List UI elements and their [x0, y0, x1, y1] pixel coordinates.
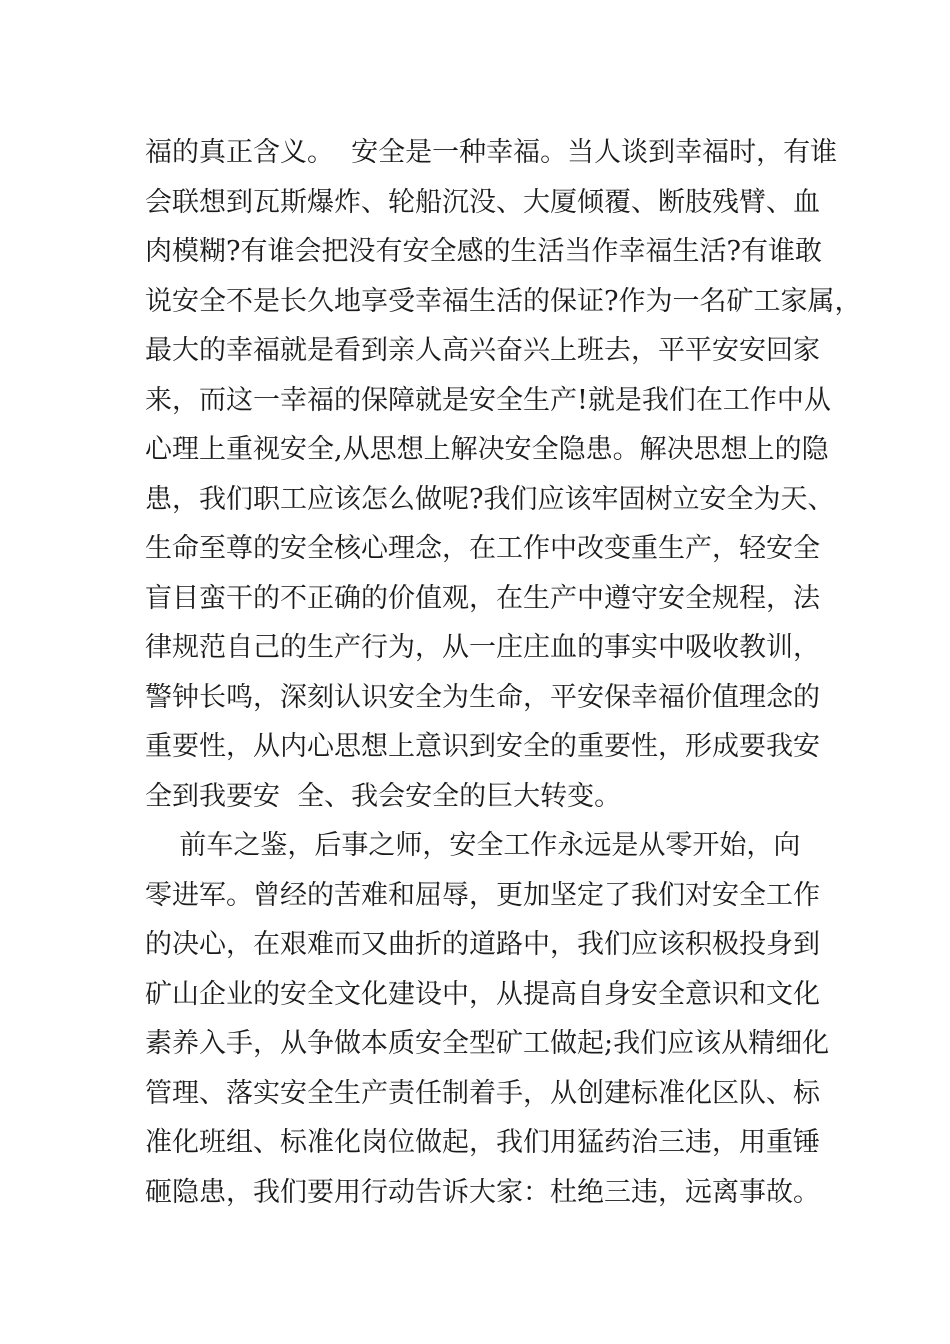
- text-line: 会联想到瓦斯爆炸、轮船沉没、大厦倾覆、断肢残臂、血: [145, 186, 820, 218]
- text-line: 盲目蛮干的不正确的价值观，在生产中遵守安全规程，法: [145, 582, 820, 614]
- body-text: [145, 128, 862, 1217]
- text-line: 砸隐患，我们要用行动告诉大家：杜绝三违，远离事故。: [145, 1176, 820, 1208]
- paragraph-start-line: 前车之鉴，后事之师，安全工作永远是从零开始，向: [145, 830, 801, 861]
- text-line: 的决心，在艰难而又曲折的道路中，我们应该积极投身到: [145, 929, 820, 960]
- text-line: 福的真正含义。 安全是一种幸福。当人谈到幸福时，有谁: [145, 137, 838, 168]
- text-line: 管理、落实安全生产责任制着手，从创建标准化区队、标: [145, 1077, 820, 1109]
- text-line: 说安全不是长久地享受幸福生活的保证?作为一名矿工家属，: [145, 285, 862, 317]
- text-line: 零进军。曾经的苦难和屈辱，更加坚定了我们对安全工作: [145, 879, 820, 911]
- text-line: 来，而这一幸福的保障就是安全生产!就是我们在工作中从: [145, 384, 831, 416]
- text-line: 肉模糊?有谁会把没有安全感的生活当作幸福生活?有谁敢: [145, 236, 822, 267]
- text-line: 患，我们职工应该怎么做呢?我们应该牢固树立安全为天、: [145, 483, 835, 515]
- text-line: 心理上重视安全,从思想上解决安全隐患。解决思想上的隐: [145, 434, 829, 465]
- text-line: 全到我要安 全、我会安全的巨大转变。: [145, 780, 622, 812]
- text-line: 素养入手，从争做本质安全型矿工做起;我们应该从精细化: [145, 1028, 830, 1059]
- text-line: 生命至尊的安全核心理念，在工作中改变重生产，轻安全: [145, 533, 820, 564]
- text-line: 矿山企业的安全文化建设中，从提高自身安全意识和文化: [145, 978, 820, 1010]
- text-line: 律规范自己的生产行为，从一庄庄血的事实中吸收教训，: [145, 632, 820, 663]
- text-line: 最大的幸福就是看到亲人高兴奋兴上班去，平平安安回家: [145, 335, 820, 366]
- text-line: 准化班组、标准化岗位做起，我们用猛药治三违，用重锤: [145, 1127, 820, 1158]
- text-line: 重要性，从内心思想上意识到安全的重要性，形成要我安: [145, 731, 820, 762]
- text-line: 警钟长鸣，深刻认识安全为生命，平安保幸福价值理念的: [145, 681, 820, 713]
